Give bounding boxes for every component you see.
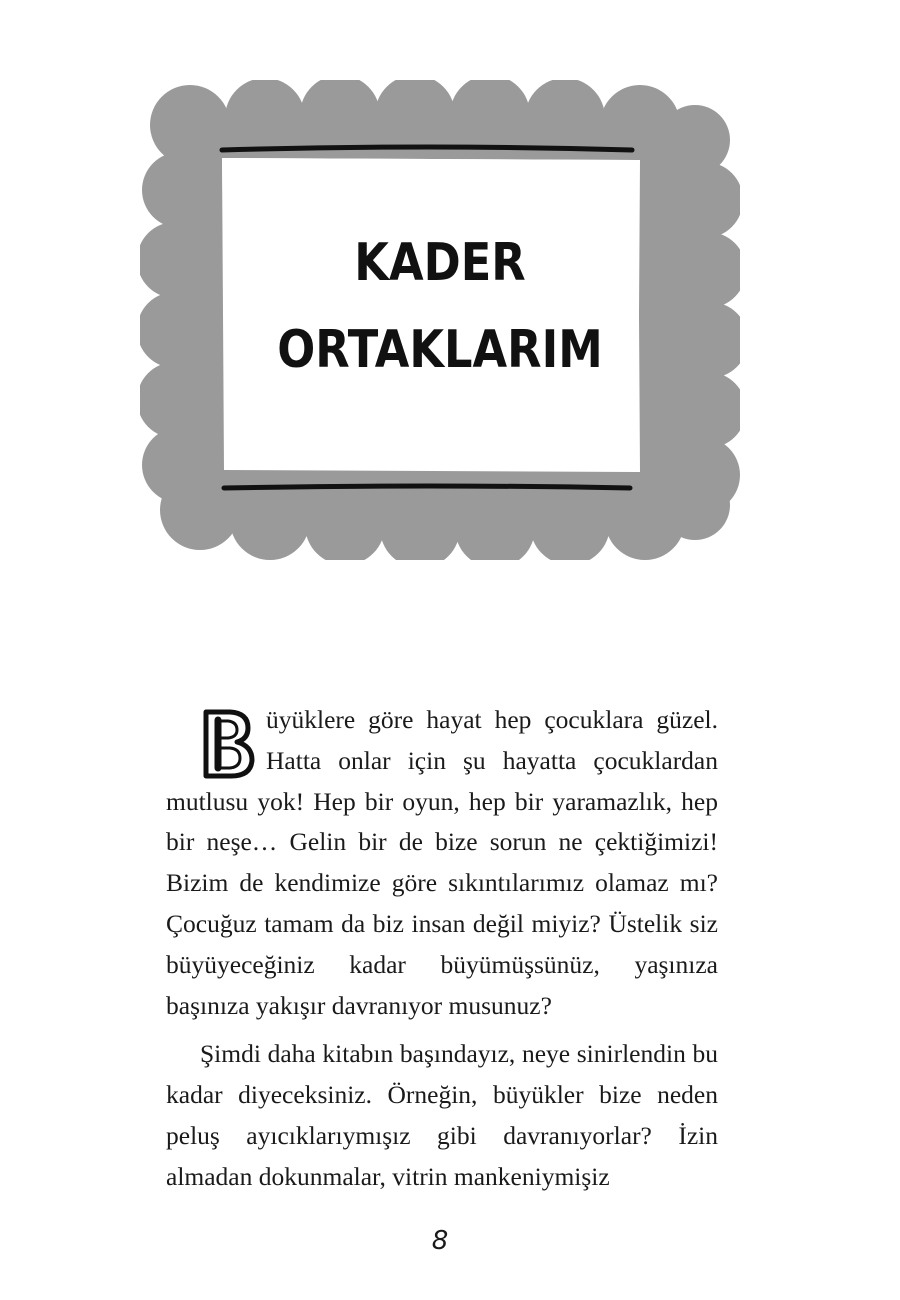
drop-cap: [198, 706, 260, 780]
paragraph-2: Şimdi daha kitabın başındayız, neye sinirlendin bu kadar diyeceksiniz. Örneğin, büyükler bize neden peluş ayıcıklarıymışız gibi davranıyorlar? İzin almadan dokunmalar, vitrin mankeniymişiz: [166, 1039, 718, 1191]
paragraph-1-text: üyüklere göre hayat hep çocuklara güzel. Hatta onlar için şu hayatta çocuklardan mutlusu yok! Hep bir oyun, hep bir yaramazlık, hep bir neşe… Gelin bir de bize sorun ne çektiğimizi! Bizim de kendimize göre sıkıntılarımız olamaz mı? Çocuğuz tamam da biz insan değil miyiz? Üstelik siz büyüyeceğiniz kadar büyümüşsünüz, yaşınıza başınıza yakışır davranıyor musunuz?: [166, 705, 718, 1020]
chapter-title-frame: [140, 80, 740, 560]
chapter-title-line-2: ORTAKLARIM: [277, 320, 603, 380]
chapter-title-line-1: KADER: [354, 233, 526, 293]
paragraph-1: [166, 700, 718, 1026]
chapter-body: [166, 700, 718, 1198]
page-number: 8: [431, 1226, 449, 1256]
